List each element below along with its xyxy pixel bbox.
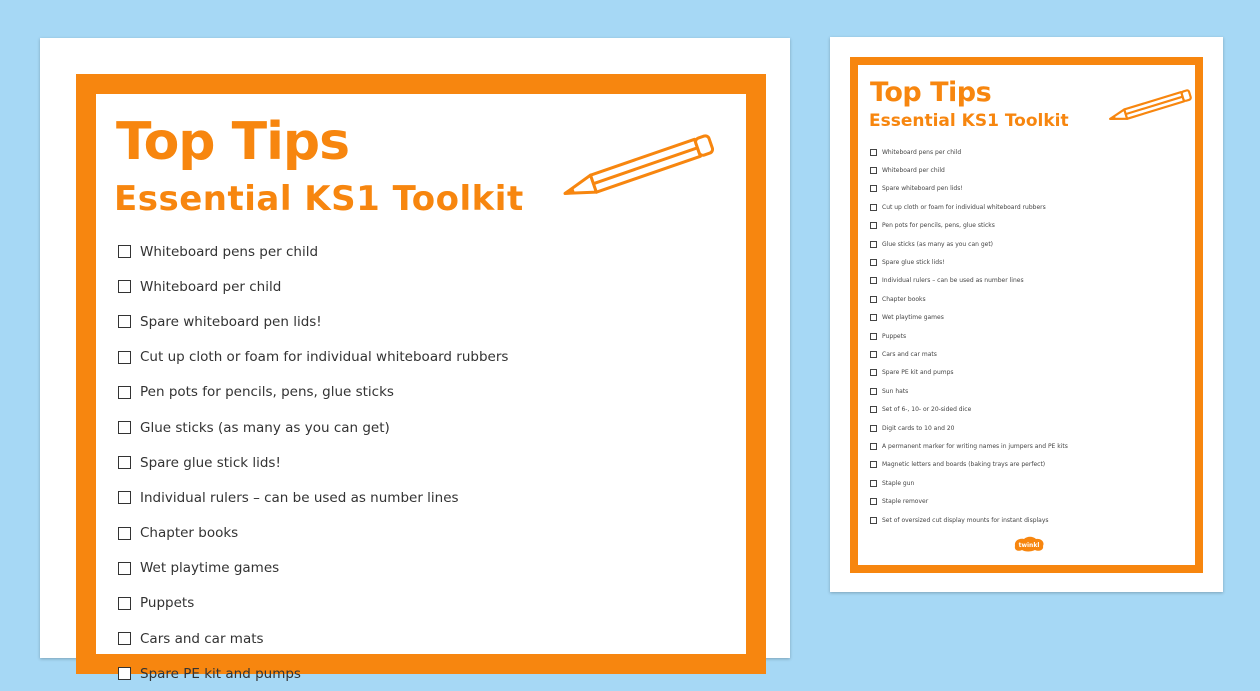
checklist-item-label: Whiteboard per child xyxy=(140,278,282,295)
orange-border-frame xyxy=(76,74,766,682)
checklist-item xyxy=(118,375,508,410)
checklist-item-label: Cars and car mats xyxy=(140,630,264,647)
checklist-item-label: Pen pots for pencils, pens, glue sticks xyxy=(140,384,394,401)
checklist-item xyxy=(118,410,508,445)
checkbox-icon[interactable] xyxy=(870,296,877,303)
checkbox-icon[interactable] xyxy=(870,388,877,395)
checklist-item-small xyxy=(870,327,1068,345)
checklist-item-label: Glue sticks (as many as you can get) xyxy=(140,419,390,436)
checklist-item-label: Cut up cloth or foam for individual whiteboard rubbers xyxy=(882,203,1046,211)
pencil-icon-small xyxy=(1103,87,1195,127)
checklist-item-label: Individual rulers – can be used as number lines xyxy=(140,489,459,506)
checkbox-icon[interactable] xyxy=(118,280,131,293)
checkbox-icon[interactable] xyxy=(870,406,877,413)
checklist-item-small xyxy=(870,345,1068,363)
checkbox-icon[interactable] xyxy=(870,222,877,229)
checkbox-icon[interactable] xyxy=(118,315,131,328)
checklist-item xyxy=(118,304,508,339)
document-page-full xyxy=(830,37,1223,592)
checklist-item-small xyxy=(870,161,1068,179)
checklist-item-small xyxy=(870,492,1068,510)
checklist-item-label: Wet playtime games xyxy=(882,314,944,322)
checkbox-icon[interactable] xyxy=(870,149,877,156)
checklist-item-label: Magnetic letters and boards (baking trays are perfect) xyxy=(882,461,1046,469)
checkbox-icon[interactable] xyxy=(118,421,131,434)
checklist-item-label: Puppets xyxy=(882,332,907,340)
checkbox-icon[interactable] xyxy=(870,461,877,468)
checklist-item-label: Spare PE kit and pumps xyxy=(140,665,301,682)
checklist-item xyxy=(118,656,508,691)
checkbox-icon[interactable] xyxy=(118,562,131,575)
checklist-item-small xyxy=(870,309,1068,327)
checklist-item xyxy=(118,340,508,375)
checklist-item xyxy=(118,621,508,656)
checklist-item-small xyxy=(870,198,1068,216)
checklist-item-small xyxy=(870,400,1068,418)
checkbox-icon[interactable] xyxy=(870,425,877,432)
page-title: Top Tips xyxy=(116,112,350,172)
checklist-item-small xyxy=(870,143,1068,161)
checklist-item-label: Digit cards to 10 and 20 xyxy=(882,424,955,432)
checkbox-icon[interactable] xyxy=(870,517,877,524)
checkbox-icon[interactable] xyxy=(118,351,131,364)
checkbox-icon[interactable] xyxy=(870,277,877,284)
checkbox-icon[interactable] xyxy=(870,241,877,248)
checkbox-icon[interactable] xyxy=(118,386,131,399)
checkbox-icon[interactable] xyxy=(870,167,877,174)
checkbox-icon[interactable] xyxy=(118,491,131,504)
checklist-item-label: Staple remover xyxy=(882,498,929,506)
checkbox-icon[interactable] xyxy=(870,185,877,192)
checkbox-icon[interactable] xyxy=(870,480,877,487)
checklist-item xyxy=(118,551,508,586)
page-subtitle: Essential KS1 Toolkit xyxy=(114,179,524,219)
checklist-item-label: Chapter books xyxy=(140,525,239,542)
twinkl-logo xyxy=(1012,535,1046,553)
checklist-item-label: Cars and car mats xyxy=(882,350,937,358)
checklist-item-label: Set of oversized cut display mounts for instant displays xyxy=(882,516,1049,524)
checklist-zoomed xyxy=(118,234,508,691)
checklist-item xyxy=(118,234,508,269)
checkbox-icon[interactable] xyxy=(870,369,877,376)
checkbox-icon[interactable] xyxy=(118,245,131,258)
checkbox-icon[interactable] xyxy=(118,456,131,469)
checklist-item-label: Chapter books xyxy=(882,295,926,303)
checklist-item-small xyxy=(870,217,1068,235)
checkbox-icon[interactable] xyxy=(870,333,877,340)
checklist-item-small xyxy=(870,364,1068,382)
checklist-item-label: Whiteboard pens per child xyxy=(882,148,962,156)
checklist-item-small xyxy=(870,253,1068,271)
logo-text: twinkl xyxy=(1018,542,1040,549)
checkbox-icon[interactable] xyxy=(118,597,131,610)
checkbox-icon[interactable] xyxy=(870,443,877,450)
checklist-item-label: Cut up cloth or foam for individual whiteboard rubbers xyxy=(140,349,509,366)
checklist-item-small xyxy=(870,474,1068,492)
pencil-icon xyxy=(551,134,721,204)
checklist-item-label: Sun hats xyxy=(882,387,909,395)
checklist-item-label: Spare whiteboard pen lids! xyxy=(140,313,322,330)
checklist-item-label: Individual rulers – can be used as number lines xyxy=(882,277,1024,285)
checklist-item-label: Set of 6-, 10- or 20-sided dice xyxy=(882,406,972,414)
checklist-item-small xyxy=(870,180,1068,198)
checkbox-icon[interactable] xyxy=(870,498,877,505)
checklist-item-label: Spare glue stick lids! xyxy=(140,454,281,471)
checklist-item-small xyxy=(870,419,1068,437)
checklist-item-small xyxy=(870,272,1068,290)
checklist-item xyxy=(118,445,508,480)
checklist-item-label: Whiteboard pens per child xyxy=(140,243,319,260)
checkbox-icon[interactable] xyxy=(118,527,131,540)
checklist-item xyxy=(118,480,508,515)
checklist-item-small xyxy=(870,290,1068,308)
orange-border-frame-small xyxy=(850,57,1203,573)
checklist-item-label: Pen pots for pencils, pens, glue sticks xyxy=(882,222,995,230)
checklist-item-label: Staple gun xyxy=(882,479,915,487)
checkbox-icon[interactable] xyxy=(870,314,877,321)
checklist-item xyxy=(118,586,508,621)
page-subtitle-small: Essential KS1 Toolkit xyxy=(869,111,1069,131)
checklist-item-small xyxy=(870,511,1068,529)
checkbox-icon[interactable] xyxy=(870,259,877,266)
checklist-item-small xyxy=(870,456,1068,474)
page-title-small: Top Tips xyxy=(870,77,992,108)
checklist-item-small xyxy=(870,437,1068,455)
checklist-item-label: Wet playtime games xyxy=(140,560,280,577)
checklist-item-label: Spare PE kit and pumps xyxy=(882,369,954,377)
checklist-item-label: A permanent marker for writing names in jumpers and PE kits xyxy=(882,442,1068,450)
checklist-full xyxy=(870,143,1068,529)
checkbox-icon[interactable] xyxy=(118,667,131,680)
checklist-item-label: Whiteboard per child xyxy=(882,167,945,175)
checklist-item xyxy=(118,269,508,304)
checklist-item-label: Puppets xyxy=(140,595,195,612)
checklist-item-small xyxy=(870,235,1068,253)
checklist-item-label: Glue sticks (as many as you can get) xyxy=(882,240,994,248)
checkbox-icon[interactable] xyxy=(870,204,877,211)
checklist-item-label: Spare whiteboard pen lids! xyxy=(882,185,963,193)
checklist-item xyxy=(118,516,508,551)
document-page-zoomed xyxy=(40,38,790,682)
checkbox-icon[interactable] xyxy=(118,632,131,645)
checkbox-icon[interactable] xyxy=(870,351,877,358)
checklist-item-label: Spare glue stick lids! xyxy=(882,259,945,267)
checklist-item-small xyxy=(870,382,1068,400)
